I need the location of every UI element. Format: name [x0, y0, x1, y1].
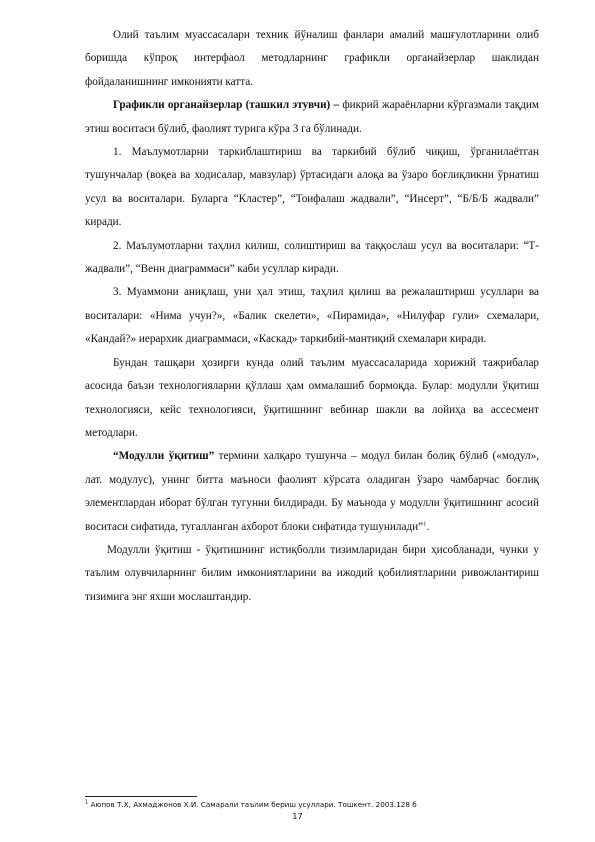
paragraph-list-item-1: [85, 141, 539, 235]
body-text: [85, 24, 539, 609]
list-item-2-text: 2. Маълумотларни таҳлил килиш, солиштириш ва таққослаш усул ва воситалари: “Т-жадвали”, “Венн диаграммаси” каби усуллар киради.: [85, 239, 539, 276]
paragraph-list-item-3: [85, 281, 539, 351]
footnote-divider: [85, 796, 197, 797]
list-item-3-text: 3. Муаммони аниқлаш, уни ҳал этиш, таҳлил қилиш ва режалаштириш усуллари ва воситалари: «Нима учун?», «Балик скелети», «Пирамида», «Нилуфар гули» схемалари, «Кандай?» иерархик диаграммаси, «Каскад» таркибий-мантиқий схемалари киради.: [85, 286, 539, 346]
paragraph-modular-learning-end: .: [426, 520, 430, 533]
footnote-reference[interactable]: 1: [423, 519, 427, 527]
paragraph-intro: [85, 24, 539, 94]
paragraph-modular-learning-definition: [85, 445, 539, 539]
footnote: [85, 800, 539, 809]
paragraph-foreign-experience: [85, 352, 539, 446]
term-modular-learning: “Модулли ўқитиш”: [113, 450, 215, 463]
paragraph-modular-learning-text: термини халқаро тушунча – модул билан болиқ бўлиб («модул», лат. модулус), унинг битта маъноси фаолият кўрсата оладиган ўзаро чамбарчас боғлиқ элементлардан иборат бўлган тугунни билдиради. Бу маънода у модулли ўқитишнинг асосий воситаси сифатида, тугалланган ахборот блоки сифатида тушунилади”: [85, 450, 539, 533]
footnote-number: 1: [85, 799, 89, 806]
paragraph-modular-learning-benefits-text: Модулли ўқитиш - ўқитишнинг истиқболли тизимларидан бири ҳисобланади, чунки у таълим олувчиларнинг билим имкониятларини ва ижодий қобилиятларини ривожлантириш тизимига энг яхши мослаштандир.: [85, 543, 539, 603]
paragraph-intro-text: Олий таълим муассасалари техник йўналиш фанлари амалий машғулотларини олиб боришда кўпроқ интерфаол методларнинг графикли органайзерлар шаклидан фойдаланишнинг имконияти катта.: [85, 29, 539, 88]
paragraph-modular-learning-benefits: [85, 539, 539, 609]
term-graphic-organizers: Графикли органайзерлар (ташкил этувчи) –: [113, 99, 340, 112]
list-item-1-text: 1. Маълумотларни таркиблаштириш ва таркибий бўлиб чиқиш, ўрганилаётган тушунчалар (воқеа ва ходисалар, мавзулар) ўртасидаги алоқа ва ўзаро боғлиқликни ўрнатиш усул ва воситалари. Буларга “Кластер”, “Тоифалаш жадвали”, “Инсерт”, “Б/Б/Б жадвали” киради.: [85, 146, 539, 229]
paragraph-foreign-experience-text: Бундан ташқари ҳозирги кунда олий таълим муассасаларида хорижий тажрибалар асосида баъзи технологияларни қўллаш ҳам оммалашиб бормоқда. Булар: модулли ўқитиш технологияси, кейс технологияси, ўқитишнинг вебинар шакли ва лойиҳа ва ассесмент методлари.: [85, 356, 539, 439]
page-number: 17: [292, 811, 303, 821]
paragraph-graphic-organizers: [85, 94, 539, 141]
paragraph-list-item-2: [85, 235, 539, 282]
paragraph-graphic-organizers-text: фикрий жараёнларни кўргазмали тақдим этиш воситаси бўлиб, фаолият турига кўра 3 га бўлинади.: [85, 99, 539, 135]
footnote-text: Аюпов Т.Х, Ахмаджонов Х.И. Самарали таълим бериш усуллари. Тошкент. 2003.128 б: [88, 800, 417, 809]
